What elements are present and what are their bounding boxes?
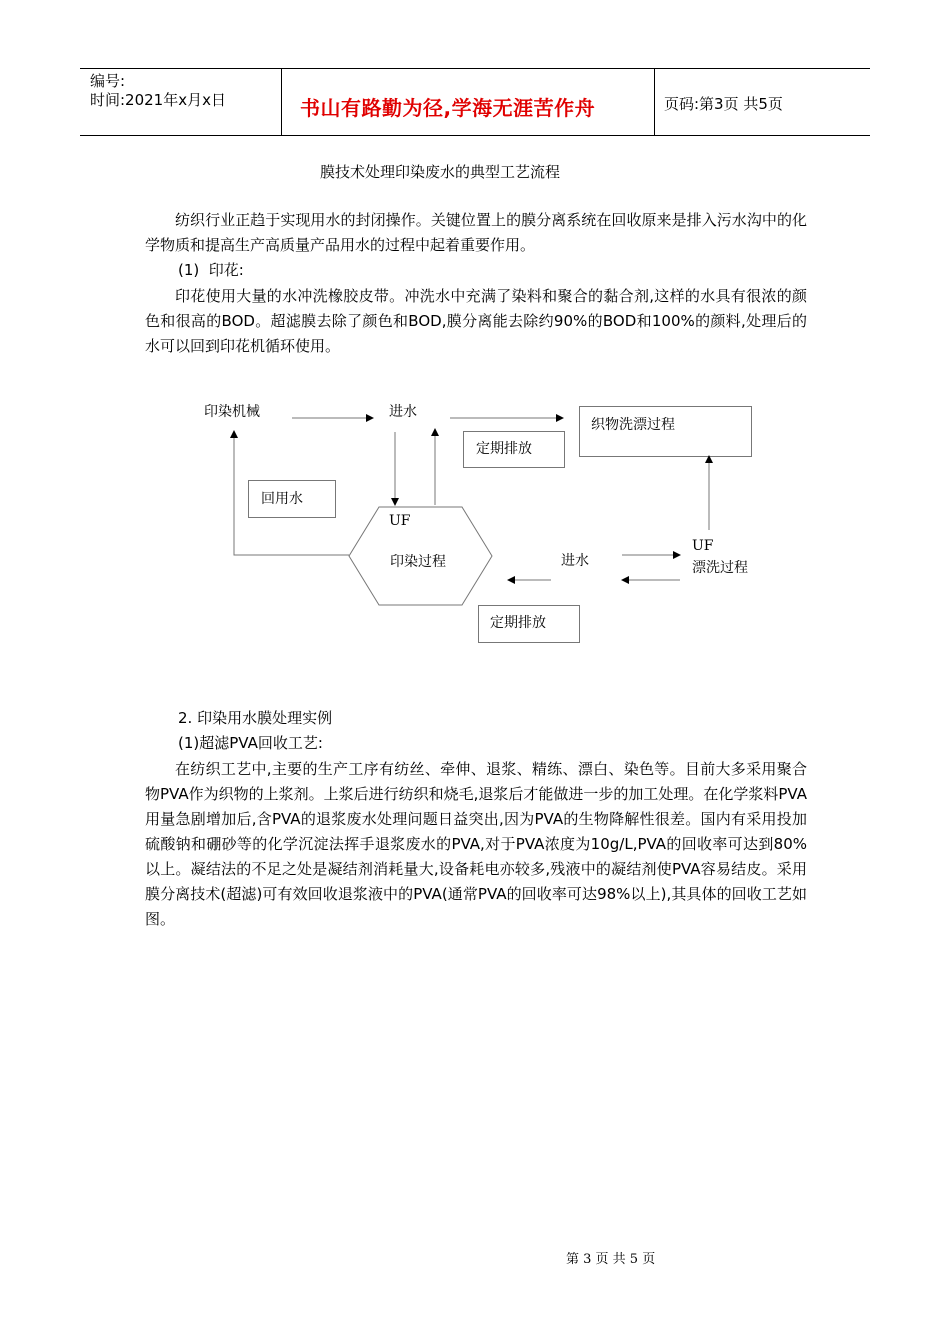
subsection-1-heading: (1) 印花: bbox=[178, 261, 244, 279]
pva-text: 在纺织工艺中,主要的生产工序有纺丝、牵伸、退浆、精练、漂白、染色等。目前大多采用聚合物PVA作为织物的上浆剂。上浆后进行纺织和烧毛,退浆后才能做进一步的加工处理。在化学浆料PVA用量急剧增加后,含PVA的退浆废水处理问题日益突出,因为PVA的生物降解性很差。国内有采用投加硫酸钠和硼砂等的化学沉淀法挥手退浆废水的PVA,对于PVA浓度为10g/L,PVA的回收率可达到80%以上。凝结法的不足之处是凝结剂消耗量大,设备耗电亦较多,残液中的凝结剂使PVA容易结皮。采用膜分离技术(超滤)可有效回收退浆液中的PVA(通常PVA的回收率可达98%以上),其具体的回收工艺如图。 bbox=[145, 760, 807, 928]
printing-machine-label: 印染机械 bbox=[204, 404, 260, 420]
pva-paragraph bbox=[145, 757, 807, 932]
section-2-heading: 2. 印染用水膜处理实例 bbox=[178, 709, 333, 727]
uf-right-label: UF bbox=[692, 538, 714, 554]
rinse-process-label: 漂洗过程 bbox=[692, 560, 748, 576]
printing-text: 印花使用大量的水冲洗橡胶皮带。冲洗水中充满了染料和聚合的黏合剂,这样的水具有很浓的颜色和很高的BOD。超滤膜去除了颜色和BOD,膜分离能去除约90%的BOD和100%的颜料,处理后的水可以回到印花机循环使用。 bbox=[145, 287, 807, 355]
uf-top-label: UF bbox=[389, 513, 411, 529]
discharge-bottom-label: 定期排放 bbox=[490, 615, 546, 631]
discharge-top-label: 定期排放 bbox=[476, 441, 532, 457]
reuse-water-label: 回用水 bbox=[261, 491, 303, 507]
fabric-wash-label: 织物洗漂过程 bbox=[591, 417, 675, 433]
printing-process-label: 印染过程 bbox=[390, 554, 446, 570]
header-number-label: 编号: bbox=[90, 72, 126, 90]
header-page-info: 页码:第3页 共5页 bbox=[664, 95, 783, 113]
document-title: 膜技术处理印染废水的典型工艺流程 bbox=[320, 163, 561, 181]
water-in-mid-label: 进水 bbox=[561, 553, 589, 569]
header-time-label: 时间:2021年x月x日 bbox=[90, 91, 226, 109]
header-motto: 书山有路勤为径,学海无涯苦作舟 bbox=[300, 96, 596, 120]
section-2-subheading: (1)超滤PVA回收工艺: bbox=[178, 734, 323, 752]
water-in-top-label: 进水 bbox=[389, 404, 417, 420]
page-footer: 第 3 页 共 5 页 bbox=[566, 1252, 656, 1267]
intro-text: 纺织行业正趋于实现用水的封闭操作。关键位置上的膜分离系统在回收原来是排入污水沟中的化学物质和提高生产高质量产品用水的过程中起着重要作用。 bbox=[145, 211, 807, 254]
